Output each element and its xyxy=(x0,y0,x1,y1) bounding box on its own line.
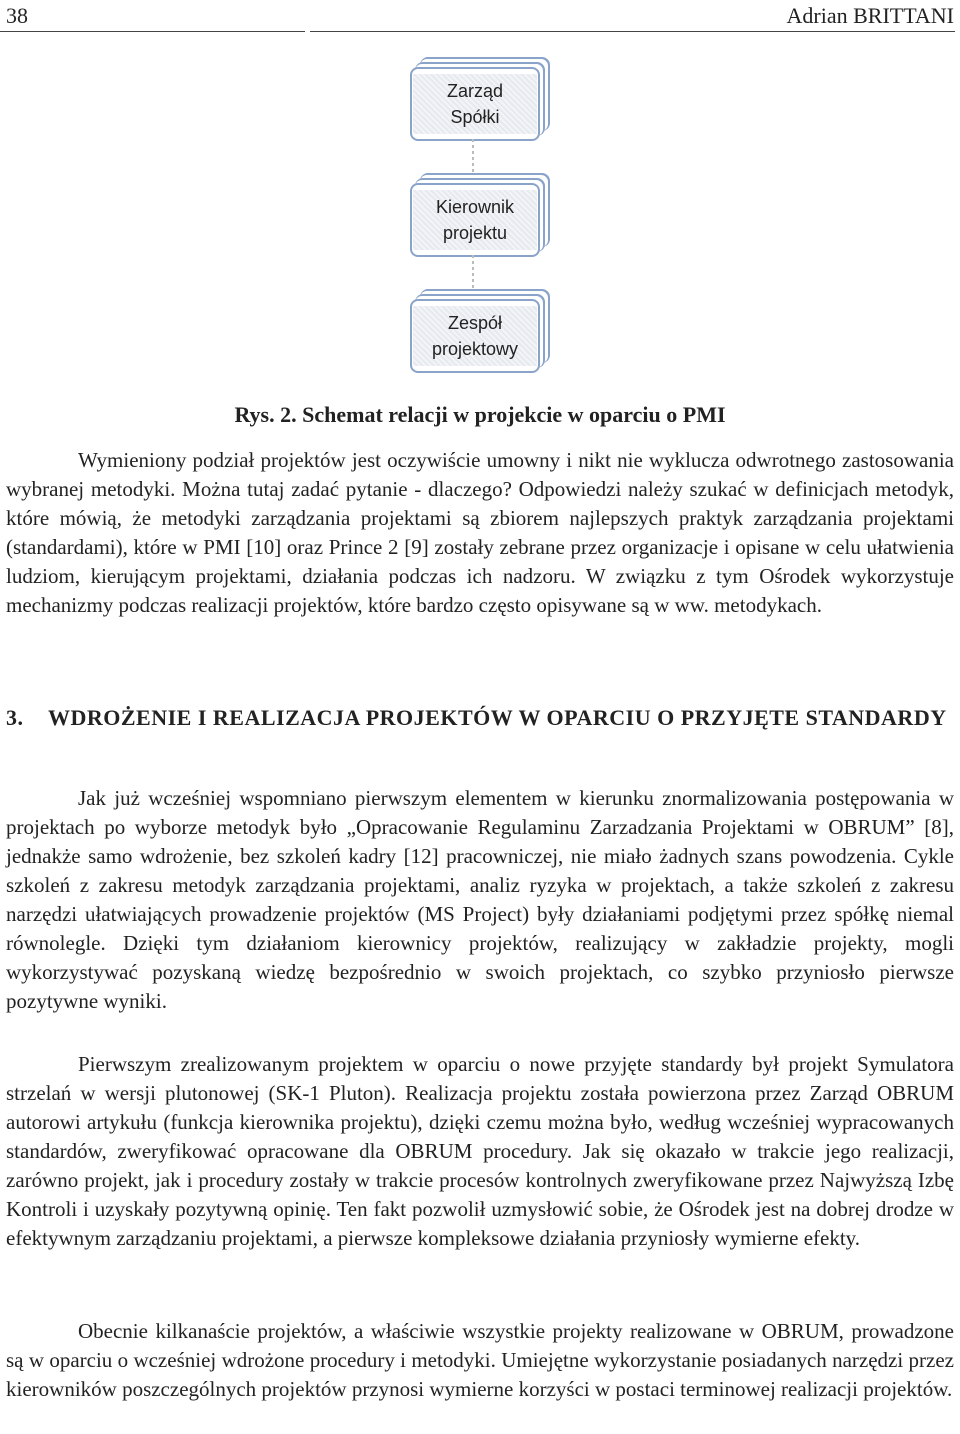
section-number: 3. xyxy=(6,705,24,730)
paragraph-3: Pierwszym zrealizowanym projektem w oparciu o nowe przyjęte standardy był projekt Symulatora strzelań w wersji plutonowej (SK-1 Pluton). Realizacja projektu została powierzona przez Zarząd OBRUM autorowi artykułu (funkcja kierownika projektu), dzięki czemu można było, według wcześniej wypracowanych standardów, zweryfikować opracowane dla OBRUM procedury. Jak się okazało w trakcie jego realizacji, zarówno projekt, jak i procedury zostały w trakcie procesów kontrolnych zweryfikowane przez Najwyższą Izbę Kontroli i uzyskały pozytywną opinię. Ten fakt pozwolił uzmysłowić sobie, że Ośrodek jest na dobrej drodze w efektywnym zarządzaniu projektami, a pierwsze kompleksowe działania przyniosły wymierne efekty. xyxy=(6,1052,954,1250)
diagram-connector xyxy=(472,139,474,183)
header-rule-right xyxy=(310,31,955,32)
box-label-line1: Zarząd xyxy=(446,81,504,101)
paragraph-1: Wymieniony podział projektów jest oczywiście umowny i nikt nie wyklucza odwrotnego zastosowania wybranej metodyki. Można tutaj zadać pytanie - dlaczego? Odpowiedzi należy szukać w definicjach metodyk, które mówią, że metodyki zarządzania projektami są zbiorem najlepszych praktyk zarządzania projektami (standardami), które w PMI [10] oraz Prince 2 [9] zostały zebrane przez organizacje i opisane w celu ułatwienia ludziom, kierującym projektami, działania podczas ich nadzoru. W związku z tym Ośrodek wykorzystuje mechanizmy podczas realizacji projektów, które bardzo często opisywane są w ww. metodykach. xyxy=(6,448,954,617)
section-heading xyxy=(6,703,954,733)
diagram-box-board xyxy=(410,67,540,141)
box-label-line2: projektowy xyxy=(431,339,519,359)
running-author: Adrian BRITTANI xyxy=(786,3,954,28)
section-title: WDROŻENIE I REALIZACJA PROJEKTÓW W OPARCIU O PRZYJĘTE STANDARDY xyxy=(48,705,947,730)
box-label-line1: Kierownik xyxy=(435,197,515,217)
box-label-line2: projektu xyxy=(442,223,508,243)
org-diagram xyxy=(380,55,580,395)
page-header xyxy=(0,0,960,34)
diagram-connector xyxy=(472,255,474,299)
figure-caption: Rys. 2. Schemat relacji w projekcie w oparciu o PMI xyxy=(234,402,726,427)
diagram-box-manager xyxy=(410,183,540,257)
page-number: 38 xyxy=(6,3,28,28)
header-rule-left xyxy=(0,31,305,32)
diagram-box-team xyxy=(410,299,540,373)
box-label-line1: Zespół xyxy=(447,313,503,333)
paragraph-2: Jak już wcześniej wspomniano pierwszym elementem w kierunku znormalizowania postępowania w projektach po wyborze metodyk było „Opracowanie Regulaminu Zarzadzania Projektami w OBRUM” [8], jednakże samo wdrożenie, bez szkoleń kadry [12] pracowniczej, nie miało żadnych szans powodzenia. Cykle szkoleń z zakresu metodyk zarządzania projektami, analiz ryzyka w projektach, a także szkoleń z zakresu narzędzi ułatwiających prowadzenie projektów (MS Project) były działaniami podjętymi przez spółkę niemal równolegle. Dzięki tym działaniom kierownicy projektów, realizujący w zakładzie projekty, mogli wykorzystywać pozyskaną wiedzę bezpośrednio w swoich projektach, co szybko przyniosło pierwsze pozytywne wyniki. xyxy=(6,786,954,1013)
box-label-line2: Spółki xyxy=(450,107,500,127)
paragraph-4: Obecnie kilkanaście projektów, a właściwie wszystkie projekty realizowane w OBRUM, prowadzone są w oparciu o wcześniej wdrożone procedury i metodyki. Umiejętne wykorzystanie posiadanych narzędzi przez kierowników poszczególnych projektów przynosi wymierne korzyści w postaci terminowej realizacji projektów. xyxy=(6,1319,954,1401)
